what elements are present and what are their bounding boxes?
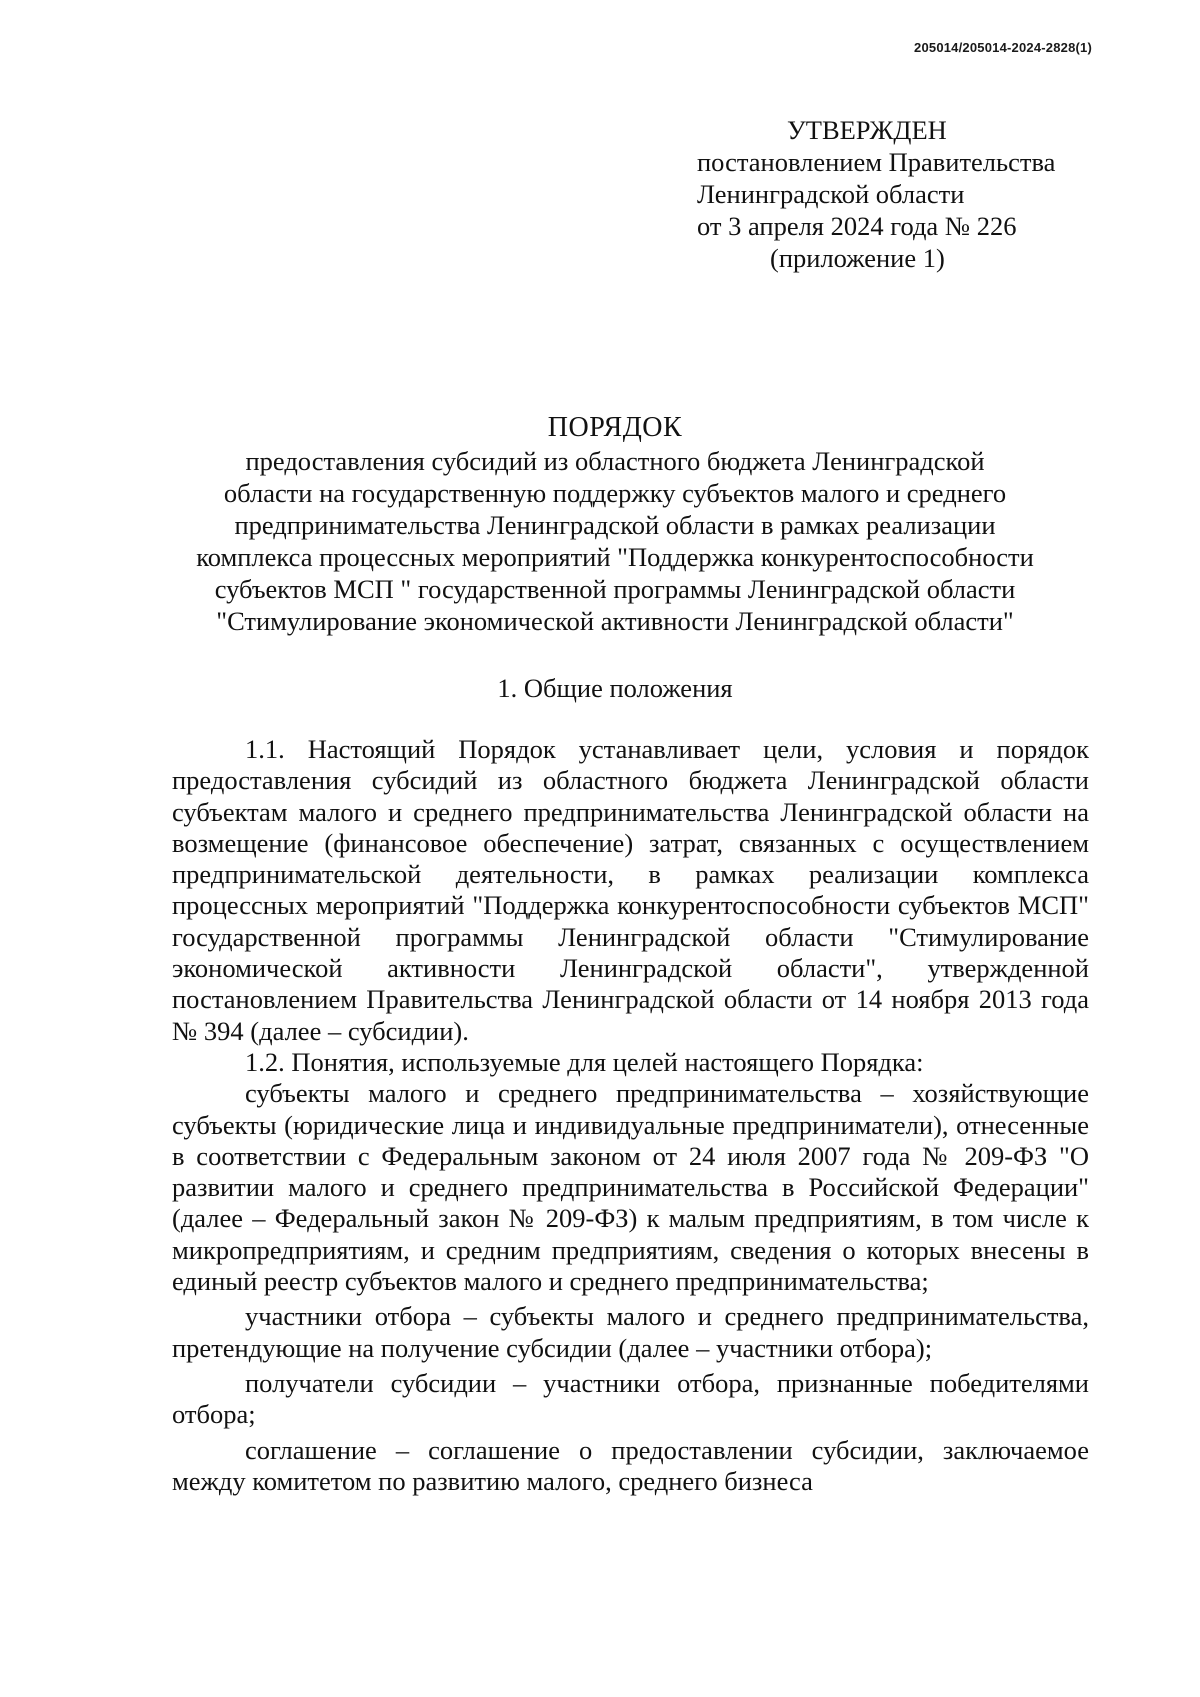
paragraph: участники отбора – субъекты малого и среднего предпринимательства, претендующие на получение субсидии (далее – участники отбора); bbox=[172, 1301, 1089, 1363]
title-line: комплекса процессных мероприятий "Поддержка конкурентоспособности bbox=[196, 542, 1034, 572]
paragraph: 1.1. Настоящий Порядок устанавливает цели, условия и порядок предоставления субсидий из областного бюджета Ленинградской области субъектам малого и среднего предпринимательства Ленинградской области на возмещение (финансовое обеспечение) затрат, связанных с осуществлением предпринимательской деятельности, в рамках реализации комплекса процессных мероприятий "Поддержка конкурентоспособности субъектов МСП" государственной программы Ленинградской области "Стимулирование экономической активности Ленинградской области", утвержденной постановлением Правительства Ленинградской области от 14 ноября 2013 года № 394 (далее – субсидии). bbox=[172, 734, 1089, 1046]
paragraph: 1.2. Понятия, используемые для целей настоящего Порядка: bbox=[245, 1046, 924, 1077]
title-line: субъектов МСП " государственной программы Ленинградской области bbox=[214, 574, 1016, 604]
approval-appendix: (приложение 1) bbox=[770, 243, 945, 273]
approval-line: Ленинградской области bbox=[697, 179, 965, 209]
approval-date: от 3 апреля 2024 года № 226 bbox=[697, 211, 1017, 241]
title-line: "Стимулирование экономической активности Ленинградской области" bbox=[216, 606, 1014, 636]
section-heading: 1. Общие положения bbox=[497, 673, 733, 703]
title-line: предоставления субсидий из областного бюджета Ленинградской bbox=[245, 446, 985, 476]
title-main: ПОРЯДОК bbox=[547, 412, 683, 443]
title-line: области на государственную поддержку субъектов малого и среднего bbox=[223, 478, 1007, 508]
paragraph: соглашение – соглашение о предоставлении субсидии, заключаемое между комитетом по развитию малого, среднего бизнеса bbox=[172, 1434, 1089, 1496]
approval-heading: УТВЕРЖДЕН bbox=[787, 115, 947, 145]
approval-line: постановлением Правительства bbox=[697, 147, 1056, 177]
approval-stamp bbox=[697, 114, 1107, 274]
document-title bbox=[140, 412, 1090, 637]
title-line: предпринимательства Ленинградской области в рамках реализации bbox=[234, 510, 996, 540]
document-id: 205014/205014-2024-2828(1) bbox=[914, 40, 1092, 55]
document-body bbox=[172, 734, 1089, 1497]
paragraph: субъекты малого и среднего предпринимательства – хозяйствующие субъекты (юридические лица и индивидуальные предприниматели), отнесенные в соответствии с Федеральным законом от 24 июля 2007 года № 209-ФЗ "О развитии малого и среднего предпринимательства в Российской Федерации" (далее – Федеральный закон № 209-ФЗ) к малым предприятиям, в том числе к микропредприятиям, и средним предприятиям, сведения о которых внесены в единый реестр субъектов малого и среднего предпринимательства; bbox=[172, 1078, 1089, 1297]
paragraph: получатели субсидии – участники отбора, признанные победителями отбора; bbox=[172, 1367, 1089, 1430]
